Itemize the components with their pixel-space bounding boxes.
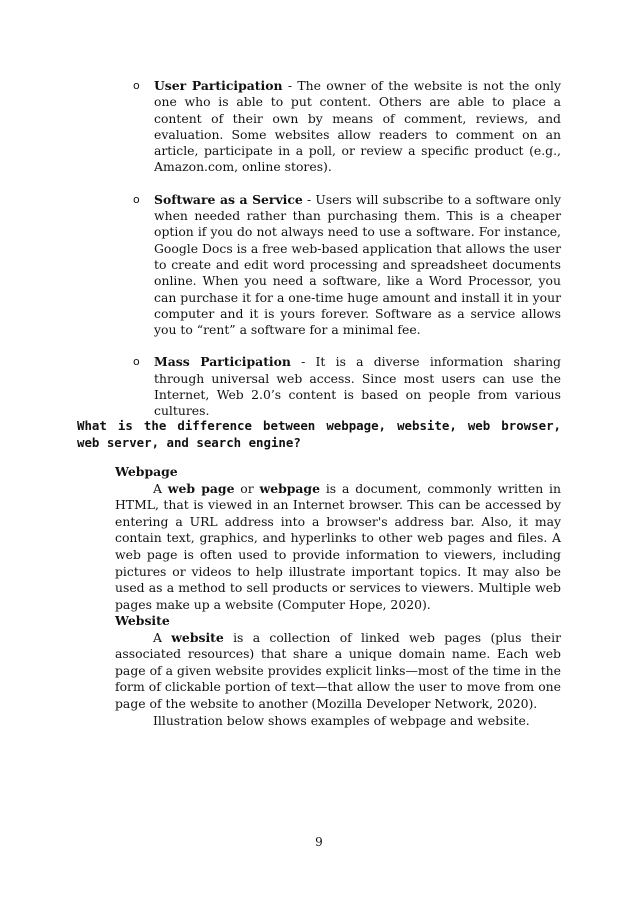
bullet-text: - The owner of the website is not the only one who is able to put content. Others are able to place a content of their own by means of comment, reviews, and evaluation. Some websites allow readers to comment on an article, participate in a poll, or review a specific product (e.g., Amazon.com, online stores). xyxy=(154,78,562,175)
term-website: website xyxy=(171,629,224,645)
bullet-software-as-a-service xyxy=(133,192,561,339)
text-fragment: or xyxy=(234,480,260,496)
text-fragment: A xyxy=(153,629,172,645)
bullet-marker: o xyxy=(133,79,140,92)
webpage-heading: Webpage xyxy=(115,464,178,479)
bullet-marker: o xyxy=(133,355,140,369)
bullet-mass-participation xyxy=(133,354,561,419)
page-number: 9 xyxy=(315,835,323,849)
bullet-marker: o xyxy=(133,192,140,206)
text-fragment: is a document, commonly written in HTML, that is viewed in an Internet browser. This can be accessed by entering a URL address into a browser's address bar. Also, it may contain text, graphics, and hyperlinks to other web pages and files. A web page is often used to provide information to viewers, including pictures or videos to help illustrate important topics. It may also be used as a method to sell products or services to viewers. Multiple web pages make up a website (Computer Hope, 2020). xyxy=(115,480,562,612)
bullet-text: - It is a diverse information sharing through universal web access. Since most users can use the Internet, Web 2.0’s content is based on people from various cultures. xyxy=(154,354,561,419)
illustration-caption: Illustration below shows examples of webpage and website. xyxy=(153,713,530,728)
website-paragraph xyxy=(115,630,561,713)
bullet-term: Software as a Service xyxy=(154,191,303,207)
text-fragment: is a collection of linked web pages (plus their associated resources) that share a unique domain name. Each web page of a given website provides explicit links—most of the time in the form of clickable portion of text—that allow the user to move from one page of the website to another (Mozilla Developer Network, 2020). xyxy=(115,629,562,711)
bullet-list xyxy=(133,78,561,436)
bullet-user-participation xyxy=(133,78,561,176)
bullet-term: Mass Participation xyxy=(154,354,291,370)
section-question-heading: What is the difference between webpage, website, web browser, web server, and search engine? xyxy=(77,418,561,450)
bullet-text: - Users will subscribe to a software only when needed rather than purchasing them. This is a cheaper option if you do not always need to use a software. For instance, Google Docs is a free web-based application that allows the user to create and edit word processing and spreadsheet documents online. When you need a software, like a Word Processor, you can purchase it for a one-time huge amount and install it in your computer and it is yours forever. Software as a service allows you to “rent” a software for a minimal fee. xyxy=(154,191,561,338)
text-fragment: A xyxy=(153,480,168,496)
term-web-page: web page xyxy=(167,480,235,496)
webpage-section xyxy=(115,464,561,613)
webpage-paragraph xyxy=(115,481,561,614)
website-heading: Website xyxy=(115,613,170,628)
website-section xyxy=(115,613,561,713)
term-webpage: webpage xyxy=(259,480,320,496)
bullet-term: User Participation xyxy=(154,78,283,93)
